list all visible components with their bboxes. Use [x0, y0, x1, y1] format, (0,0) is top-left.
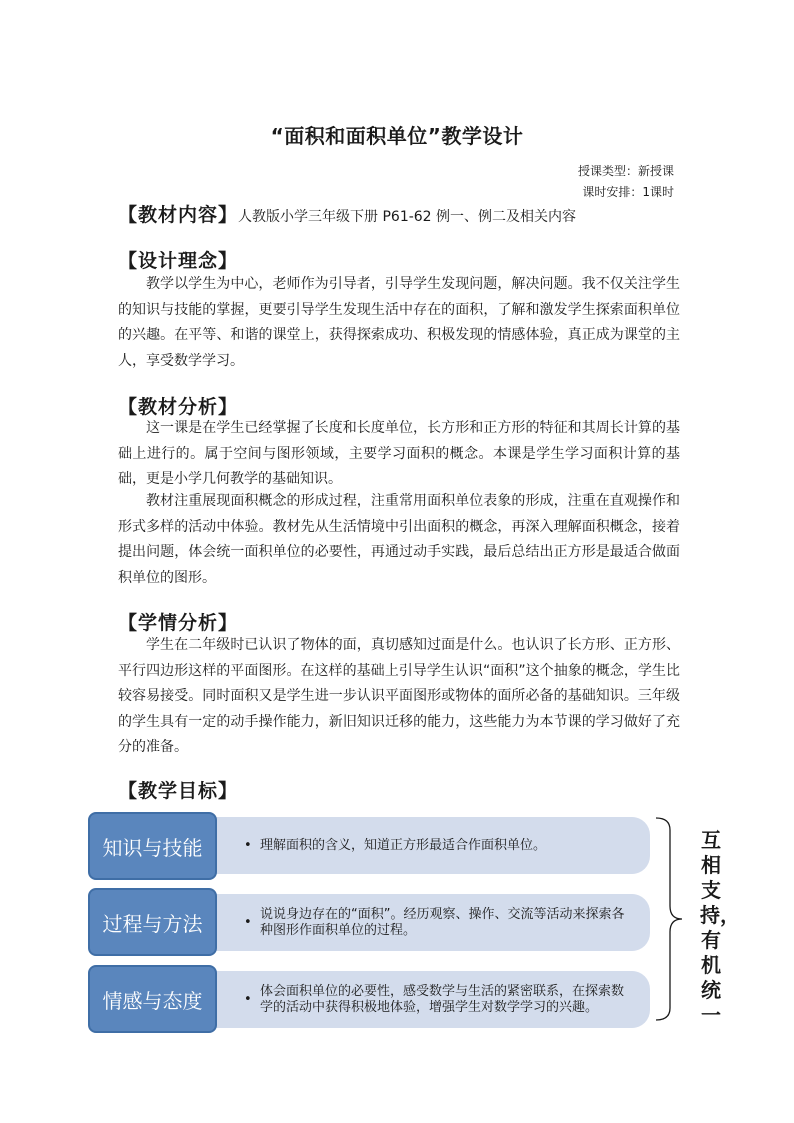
philosophy-paragraph: 教学以学生为中心，老师作为引导者，引导学生发现问题，解决问题。我不仅关注学生的知识与技能的掌握，更要引导学生发现生活中存在的面积，了解和激发学生探索面积单位的兴趣。在平等、和谐的课堂上，获得探索成功、积极发现的情感体验，真正成为课堂的主人，享受数学学习。	[118, 276, 680, 369]
bullet-icon: •	[244, 837, 252, 853]
lesson-time: 课时安排：1课时	[582, 185, 674, 199]
bullet-icon: •	[244, 914, 252, 930]
materials-heading	[118, 200, 576, 227]
goal-bar-process	[196, 894, 650, 951]
materials-text: 人教版小学三年级下册 P61-62 例一、例二及相关内容	[238, 209, 577, 225]
document-title: “面积和面积单位”教学设计	[270, 124, 524, 148]
goal-box-process: 过程与方法	[88, 888, 217, 956]
goal-bar-knowledge	[196, 817, 650, 874]
analysis-heading: 【教材分析】	[118, 396, 239, 418]
students-heading: 【学情分析】	[118, 612, 239, 634]
side-note: 互相支持，有机统一	[700, 828, 740, 1027]
philosophy-heading: 【设计理念】	[118, 250, 239, 272]
lesson-type: 授课类型：新授课	[577, 164, 674, 178]
goal-box-knowledge: 知识与技能	[88, 812, 217, 880]
goal-bar-emotion	[196, 971, 650, 1028]
goal-text-emotion: 体会面积单位的必要性，感受数学与生活的紧密联系，在探索数学的活动中获得积极地体验，增强学生对数学学习的兴趣。	[260, 983, 625, 1015]
right-brace-icon	[654, 816, 684, 1022]
bullet-icon: •	[244, 991, 252, 1007]
goals-heading: 【教学目标】	[118, 780, 239, 802]
analysis-paragraph-2: 教材注重展现面积概念的形成过程，注重常用面积单位表象的形成，注重在直观操作和形式多样的活动中体验。教材先从生活情境中引出面积的概念，再深入理解面积概念，接着提出问题，体会统一面积单位的必要性，再通过动手实践，最后总结出正方形是最适合做面积单位的图形。	[118, 493, 680, 586]
goal-box-emotion: 情感与态度	[88, 965, 217, 1033]
goal-text-knowledge: 理解面积的含义，知道正方形最适合作面积单位。	[260, 837, 547, 853]
students-paragraph: 学生在二年级时已认识了物体的面，真切感知过面是什么。也认识了长方形、正方形、平行四边形这样的平面图形。在这样的基础上引导学生认识“面积”这个抽象的概念，学生比较容易接受。同时面积又是学生进一步认识平面图形或物体的面所必备的基础知识。三年级的学生具有一定的动手操作能力，新旧知识迁移的能力，这些能力为本节课的学习做好了充分的准备。	[118, 637, 680, 755]
analysis-paragraph-1: 这一课是在学生已经掌握了长度和长度单位，长方形和正方形的特征和其周长计算的基础上进行的。属于空间与图形领域，主要学习面积的概念。本课是学生学习面积计算的基础，更是小学几何教学的基础知识。	[118, 420, 680, 487]
materials-heading-label: 【教材内容】	[118, 204, 239, 226]
goal-text-process: 说说身边存在的“面积”。经历观察、操作、交流等活动来探索各种图形作面积单位的过程。	[260, 906, 625, 938]
